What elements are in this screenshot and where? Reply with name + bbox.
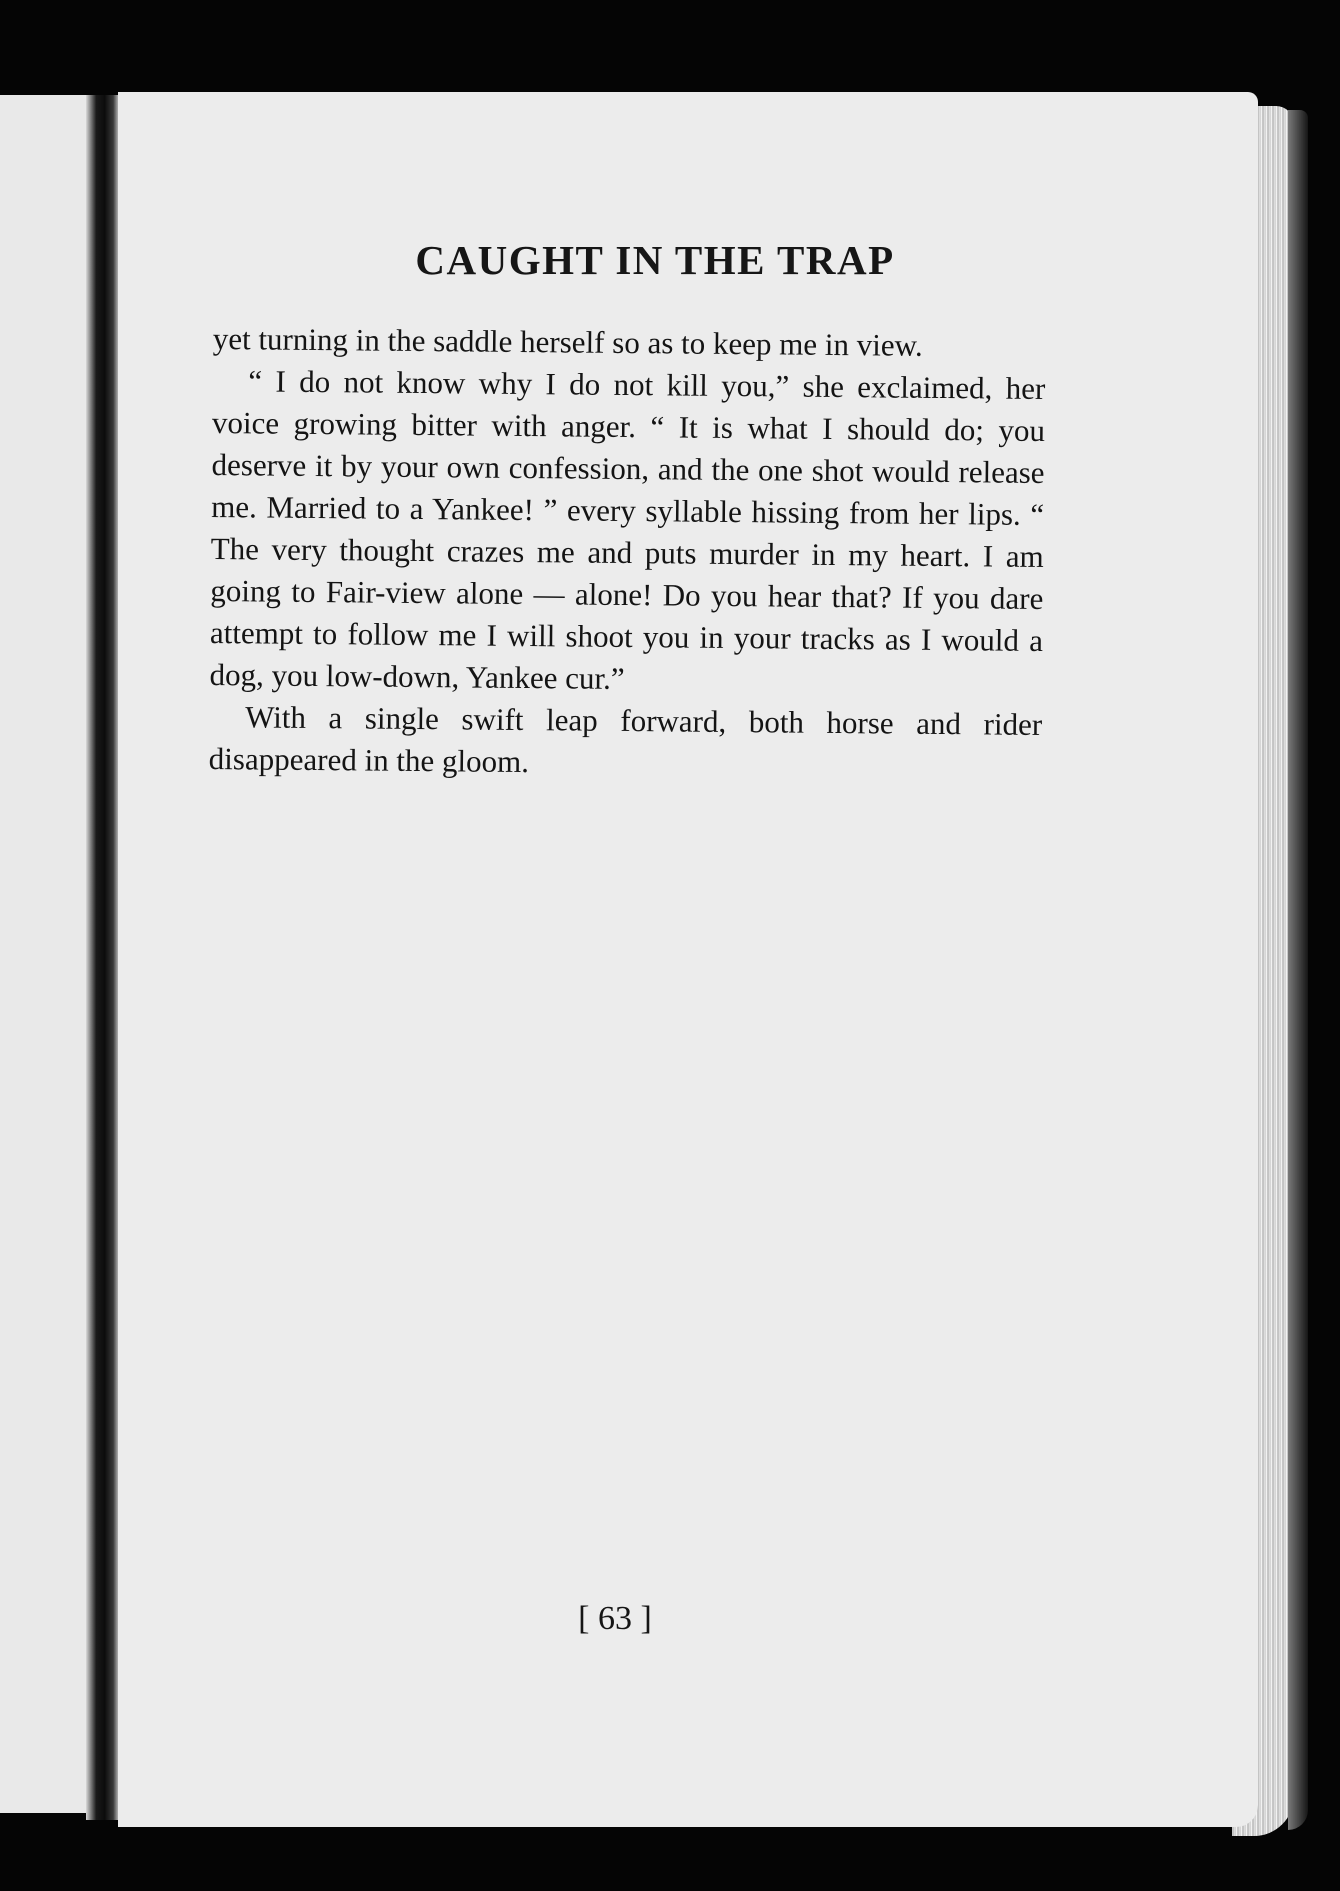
page-number: [ 63 ] bbox=[578, 1600, 652, 1637]
paragraph-1: yet turning in the saddle herself so as to keep me in view. bbox=[212, 320, 923, 363]
book-gutter bbox=[86, 95, 120, 1820]
paragraph-3: With a single swift leap forward, both horse and rider disappeared in the gloom. bbox=[208, 699, 1043, 780]
running-head: CAUGHT IN THE TRAP bbox=[415, 237, 895, 283]
page-block-shadow bbox=[1288, 110, 1308, 1830]
body-text bbox=[209, 318, 1046, 788]
paragraph-2: “ I do not know why I do not kill you,” she exclaimed, her voice growing bitter with anger. “ It is what I should do; you deserve it by your own confession, and the one shot would release me. Married to a Yankee! ” every syllable hissing from her lips. “ The very thought crazes me and puts murder in my heart. I am going to Fair-view alone — alone! Do you hear that? If you dare attempt to follow me I will shoot you in your tracks as I would a dog, you low-down, Yankee cur.” bbox=[209, 363, 1046, 696]
